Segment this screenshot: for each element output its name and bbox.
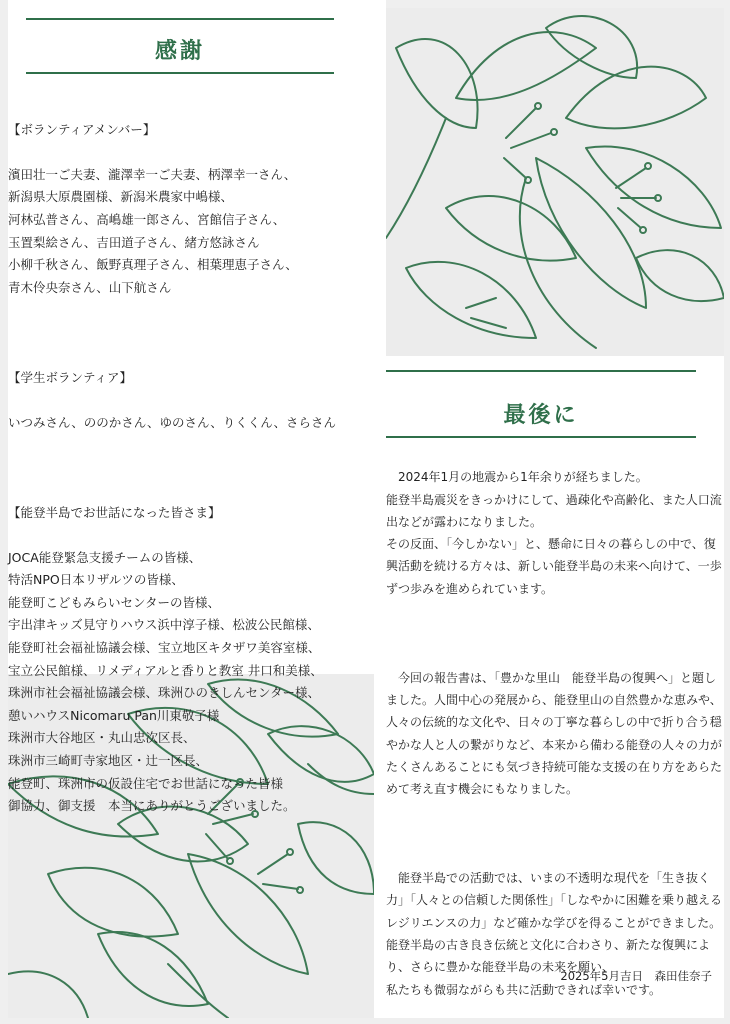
thanks-title: 感謝 xyxy=(154,39,205,64)
noto-list: JOCA能登緊急支援チームの皆様、 特活NPO日本リザルツの皆様、 能登町こどもみらいセンターの皆様、 宇出津キッズ見守りハウス浜中淳子様、松波公民館様、 能登町社会福祉協議会様、宝立地区キタザワ美容室様、 宝立公民館様、リメディアルと香りと教室 井口和美様、 珠洲市社会福祉協議会様、珠洲ひのきしんセンター様、 憩いハウスNicomaru Pan川東敬子様 珠洲市大谷地区・丸山忠次区長、 珠洲市三崎町寺家地区・辻一区長、 能登町、珠洲市の仮設住宅でお世話になった皆様 御協力、御支援 本当にありがとうございました。 xyxy=(8,549,323,814)
signature: 2025年5月吉日 森田佳奈子 xyxy=(560,969,712,983)
student-volunteer-header: 【学生ボランティア】 xyxy=(8,369,133,385)
thanks-rule-bottom xyxy=(26,72,334,74)
thanks-body xyxy=(8,96,380,840)
lily-illustration-top xyxy=(386,8,724,356)
closing-paragraph-3: 能登半島での活動では、いまの不透明な現代を「生き抜く力」「人々との信頼した関係性」「しなやかに困難を乗り越えるレジリエンスの力」など確かな学びを得ることができました。 能登半島の古き良き伝統と文化に合わさり、新たな復興により、さらに豊かな能登半島の未来を願い、 私たちも微弱ながらも共に活動できれば幸いです。 xyxy=(386,871,723,997)
volunteer-list: 濱田壮一ご夫妻、瀧澤幸一ご夫妻、柄澤幸一さん、 新潟県大原農園様、新潟米農家中嶋様、 河林弘普さん、高嶋雄一郎さん、宮館信子さん、 玉置梨絵さん、吉田道子さん、緒方悠詠さん 小柳千秋さん、飯野真理子さん、相葉理恵子さん、 青木伶央奈さん、山下航さん xyxy=(8,166,298,295)
student-volunteer-list: いつみさん、ののかさん、ゆのさん、りくくん、さらさん xyxy=(8,414,337,430)
thanks-rule-top xyxy=(26,18,334,20)
closing-rule-top xyxy=(386,370,696,372)
closing-rule-bottom xyxy=(386,436,696,438)
closing-paragraph-2: 今回の報告書は、「豊かな里山 能登半島の復興へ」と題しました。人間中心の発展から、能登里山の自然豊かな恵みや、人々の伝統的な文化や、日々の丁寧な暮らしの中で折り合う穏やかな人と人の繋がりなど、本来から備わる能登の人々の力がたくさんあることにも気づき持続可能な支援の在り方をあらためて考え直す機会にもなりました。 xyxy=(386,670,723,797)
noto-header: 【能登半島でお世話になった皆さま】 xyxy=(8,504,221,520)
closing-body xyxy=(386,444,722,1023)
closing-paragraph-1: 2024年1月の地震から1年余りが経ちました。 能登半島震災をきっかけにして、過疎化や高齢化、また人口流出などが露わになりました。 その反面、「今しかない」と、懸命に日々の暮らしの中で、復興活動を続ける方々は、新しい能登半島の未来へ向けて、一歩ずつ歩みを進められています。 xyxy=(386,470,722,596)
volunteer-header: 【ボランティアメンバー】 xyxy=(8,121,156,137)
closing-title: 最後に xyxy=(503,403,579,428)
